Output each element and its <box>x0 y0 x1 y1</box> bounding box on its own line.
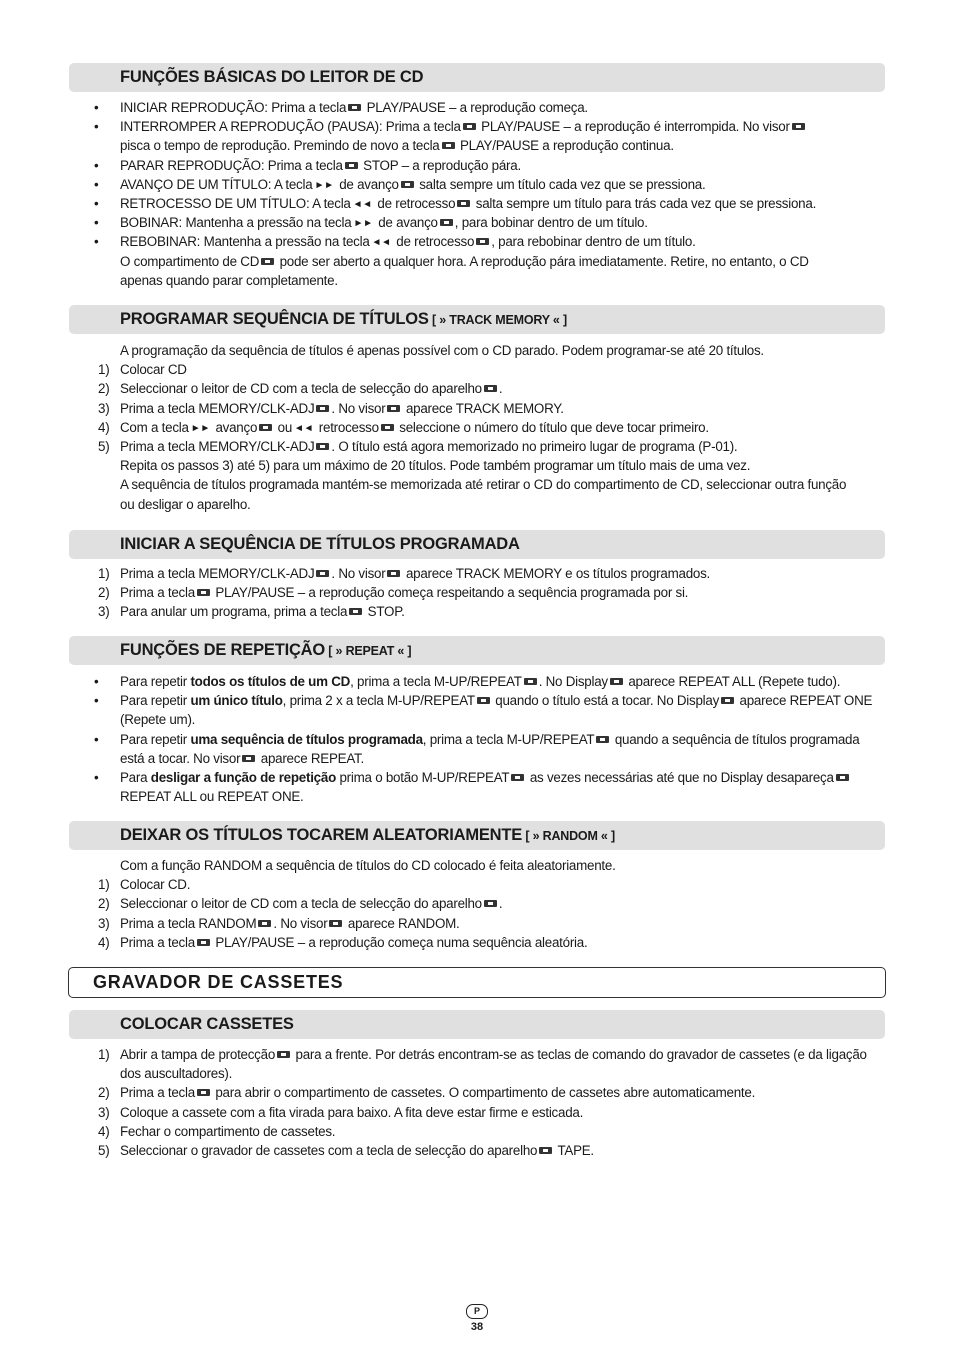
list-item: • BOBINAR: Mantenha a pressão na tecla ►► de avanço , para bobinar dentro de um título. <box>94 215 648 231</box>
cd-basic-list <box>0 98 954 290</box>
list-item: 2) Seleccionar o leitor de CD com a tecla de selecção do aparelho . <box>98 896 503 912</box>
section-title-start-program: INICIAR A SEQUÊNCIA DE TÍTULOS PROGRAMADA <box>69 530 885 559</box>
list-item: dos auscultadores). <box>120 1066 233 1082</box>
list-item: Repita os passos 3) até 5) para um máximo de 20 títulos. Pode também programar um título mais de uma vez. <box>120 458 751 474</box>
list-item: (Repete um). <box>120 712 196 728</box>
key-icon <box>511 774 524 781</box>
key-icon <box>349 608 362 615</box>
key-icon <box>258 920 271 927</box>
key-icon <box>484 900 497 907</box>
list-item: • AVANÇO DE UM TÍTULO: A tecla ►► de avanço salta sempre um título cada vez que se pressiona. <box>94 176 706 192</box>
display-icon <box>721 697 734 704</box>
list-item: 4) Prima a tecla PLAY/PAUSE – a reprodução começa numa sequência aleatória. <box>98 934 588 950</box>
list-item: • Para desligar a função de repetição prima o botão M-UP/REPEAT as vezes necessárias até que no Display desapareça <box>0 768 882 787</box>
section-title-cassette-insert: COLOCAR CASSETES <box>69 1010 885 1039</box>
list-item: • REBOBINAR: Mantenha a pressão na tecla ◄◄ de retrocesso , para rebobinar dentro de um título. <box>94 234 696 250</box>
list-item: 3) Prima a tecla RANDOM . No visor aparece RANDOM. <box>98 915 460 931</box>
key-icon <box>197 939 210 946</box>
section-title-repeat: FUNÇÕES DE REPETIÇÃO [ » REPEAT « ] <box>69 636 885 665</box>
list-item: 4) Fechar o compartimento de cassetes. <box>98 1123 336 1139</box>
fast-forward-icon: ►► <box>190 422 210 434</box>
fast-forward-icon: ►► <box>314 179 334 191</box>
key-icon <box>197 1089 210 1096</box>
section-title-random: DEIXAR OS TÍTULOS TOCAREM ALEATORIAMENTE [ » RANDOM « ] <box>69 821 885 850</box>
list-item: pisca o tempo de reprodução. Premindo de novo a tecla PLAY/PAUSE a reprodução continua. <box>120 138 674 154</box>
key-icon <box>381 424 394 431</box>
key-icon <box>345 162 358 169</box>
cassette-insert-list <box>0 1045 954 1160</box>
key-icon <box>348 104 361 111</box>
language-badge: P <box>466 1304 488 1319</box>
list-item: 1) Abrir a tampa de protecção para a frente. Por detrás encontram-se as teclas de comando do gravador de cassetes (e da ligação <box>98 1047 867 1062</box>
list-item: 2) Prima a tecla PLAY/PAUSE – a reprodução começa respeitando a sequência programada por si. <box>98 585 689 601</box>
list-item: A sequência de títulos programada mantém-se memorizada até retirar o CD do compartimento de CD, seleccionar outra função <box>120 477 847 493</box>
key-icon <box>539 1147 552 1154</box>
list-item: ou desligar o aparelho. <box>120 496 251 512</box>
list-item: está a tocar. No visor aparece REPEAT. <box>120 750 364 766</box>
list-item: • RETROCESSO DE UM TÍTULO: A tecla ◄◄ de retrocesso salta sempre um título para trás cada vez que se pressiona. <box>94 195 817 211</box>
list-item: O compartimento de CD pode ser aberto a qualquer hora. A reprodução pára imediatamente. Retire, no entanto, o CD <box>120 253 809 269</box>
key-icon <box>596 736 609 743</box>
display-icon <box>387 570 400 577</box>
random-list <box>0 856 954 952</box>
key-icon <box>440 219 453 226</box>
display-icon <box>387 405 400 412</box>
start-program-list <box>0 564 954 622</box>
list-item: 1) Colocar CD. <box>98 877 191 893</box>
list-item: • PARAR REPRODUÇÃO: Prima a tecla STOP – a reprodução pára. <box>94 157 521 173</box>
key-icon <box>484 385 497 392</box>
repeat-list <box>0 672 954 806</box>
key-icon <box>316 570 329 577</box>
list-item: • INTERROMPER A REPRODUÇÃO (PAUSA): Prima a tecla PLAY/PAUSE – a reprodução é interrompida. No visor <box>0 117 882 136</box>
rewind-icon: ◄◄ <box>294 422 314 434</box>
key-icon <box>477 697 490 704</box>
list-item: apenas quando parar completamente. <box>120 272 338 288</box>
list-item: 2) Prima a tecla para abrir o compartimento de cassetes. O compartimento de cassetes abre automaticamente. <box>98 1085 756 1101</box>
list-item: 1) Colocar CD <box>98 362 187 378</box>
key-icon <box>277 1051 290 1058</box>
key-icon <box>197 589 210 596</box>
key-icon <box>524 678 537 685</box>
list-item: 5) Prima a tecla MEMORY/CLK-ADJ . O título está agora memorizado no primeiro lugar de programa (P-01). <box>98 438 738 454</box>
section-title-cd-basic: FUNÇÕES BÁSICAS DO LEITOR DE CD <box>69 63 885 92</box>
list-item: Com a função RANDOM a sequência de títulos do CD colocado é feita aleatoriamente. <box>120 858 616 873</box>
key-icon <box>259 424 272 431</box>
fast-forward-icon: ►► <box>353 218 373 230</box>
list-item: 1) Prima a tecla MEMORY/CLK-ADJ . No visor aparece TRACK MEMORY e os títulos programados. <box>98 566 711 581</box>
page-footer <box>466 1301 488 1333</box>
key-icon <box>401 181 414 188</box>
list-item: 3) Para anular um programa, prima a tecla STOP. <box>98 604 405 620</box>
list-item: • Para repetir uma sequência de títulos programada, prima a tecla M-UP/REPEAT quando a sequência de títulos programada <box>94 731 860 747</box>
list-item: • Para repetir todos os títulos de um CD, prima a tecla M-UP/REPEAT . No Display aparece REPEAT ALL (Repete tudo). <box>94 674 841 689</box>
key-icon <box>316 443 329 450</box>
list-item: 3) Prima a tecla MEMORY/CLK-ADJ . No visor aparece TRACK MEMORY. <box>98 400 564 416</box>
list-item: 4) Com a tecla ►► avanço ou ◄◄ retrocesso seleccione o número do título que deve tocar primeiro. <box>98 419 709 435</box>
display-icon <box>610 678 623 685</box>
key-icon <box>261 258 274 265</box>
rewind-icon: ◄◄ <box>352 198 372 210</box>
list-item: 5) Seleccionar o gravador de cassetes com a tecla de selecção do aparelho TAPE. <box>98 1142 594 1158</box>
list-item: REPEAT ALL ou REPEAT ONE. <box>120 789 304 805</box>
list-item: • Para repetir um único título, prima 2 x a tecla M-UP/REPEAT quando o título está a tocar. No Display aparece REPEAT ONE <box>94 693 873 709</box>
display-icon <box>242 755 255 762</box>
list-item: • INICIAR REPRODUÇÃO: Prima a tecla PLAY/PAUSE – a reprodução começa. <box>94 100 588 115</box>
display-icon <box>329 920 342 927</box>
section-title-track-memory: PROGRAMAR SEQUÊNCIA DE TÍTULOS [ » TRACK MEMORY « ] <box>69 305 885 334</box>
key-icon <box>457 200 470 207</box>
page-number: 38 <box>470 1321 484 1333</box>
key-icon <box>442 142 455 149</box>
display-icon <box>792 123 805 130</box>
key-icon <box>316 405 329 412</box>
rewind-icon: ◄◄ <box>371 237 391 249</box>
chapter-title-cassette: GRAVADOR DE CASSETES <box>68 967 886 998</box>
list-item: 2) Seleccionar o leitor de CD com a tecla de selecção do aparelho . <box>98 381 503 397</box>
list-item: 3) Coloque a cassete com a fita virada para baixo. A fita deve estar firme e esticada. <box>98 1104 584 1120</box>
key-icon <box>476 238 489 245</box>
track-memory-list <box>0 341 954 514</box>
display-icon <box>836 774 849 781</box>
key-icon <box>463 123 476 130</box>
list-item: A programação da sequência de títulos é apenas possível com o CD parado. Podem programar-se até 20 títulos. <box>120 343 764 358</box>
